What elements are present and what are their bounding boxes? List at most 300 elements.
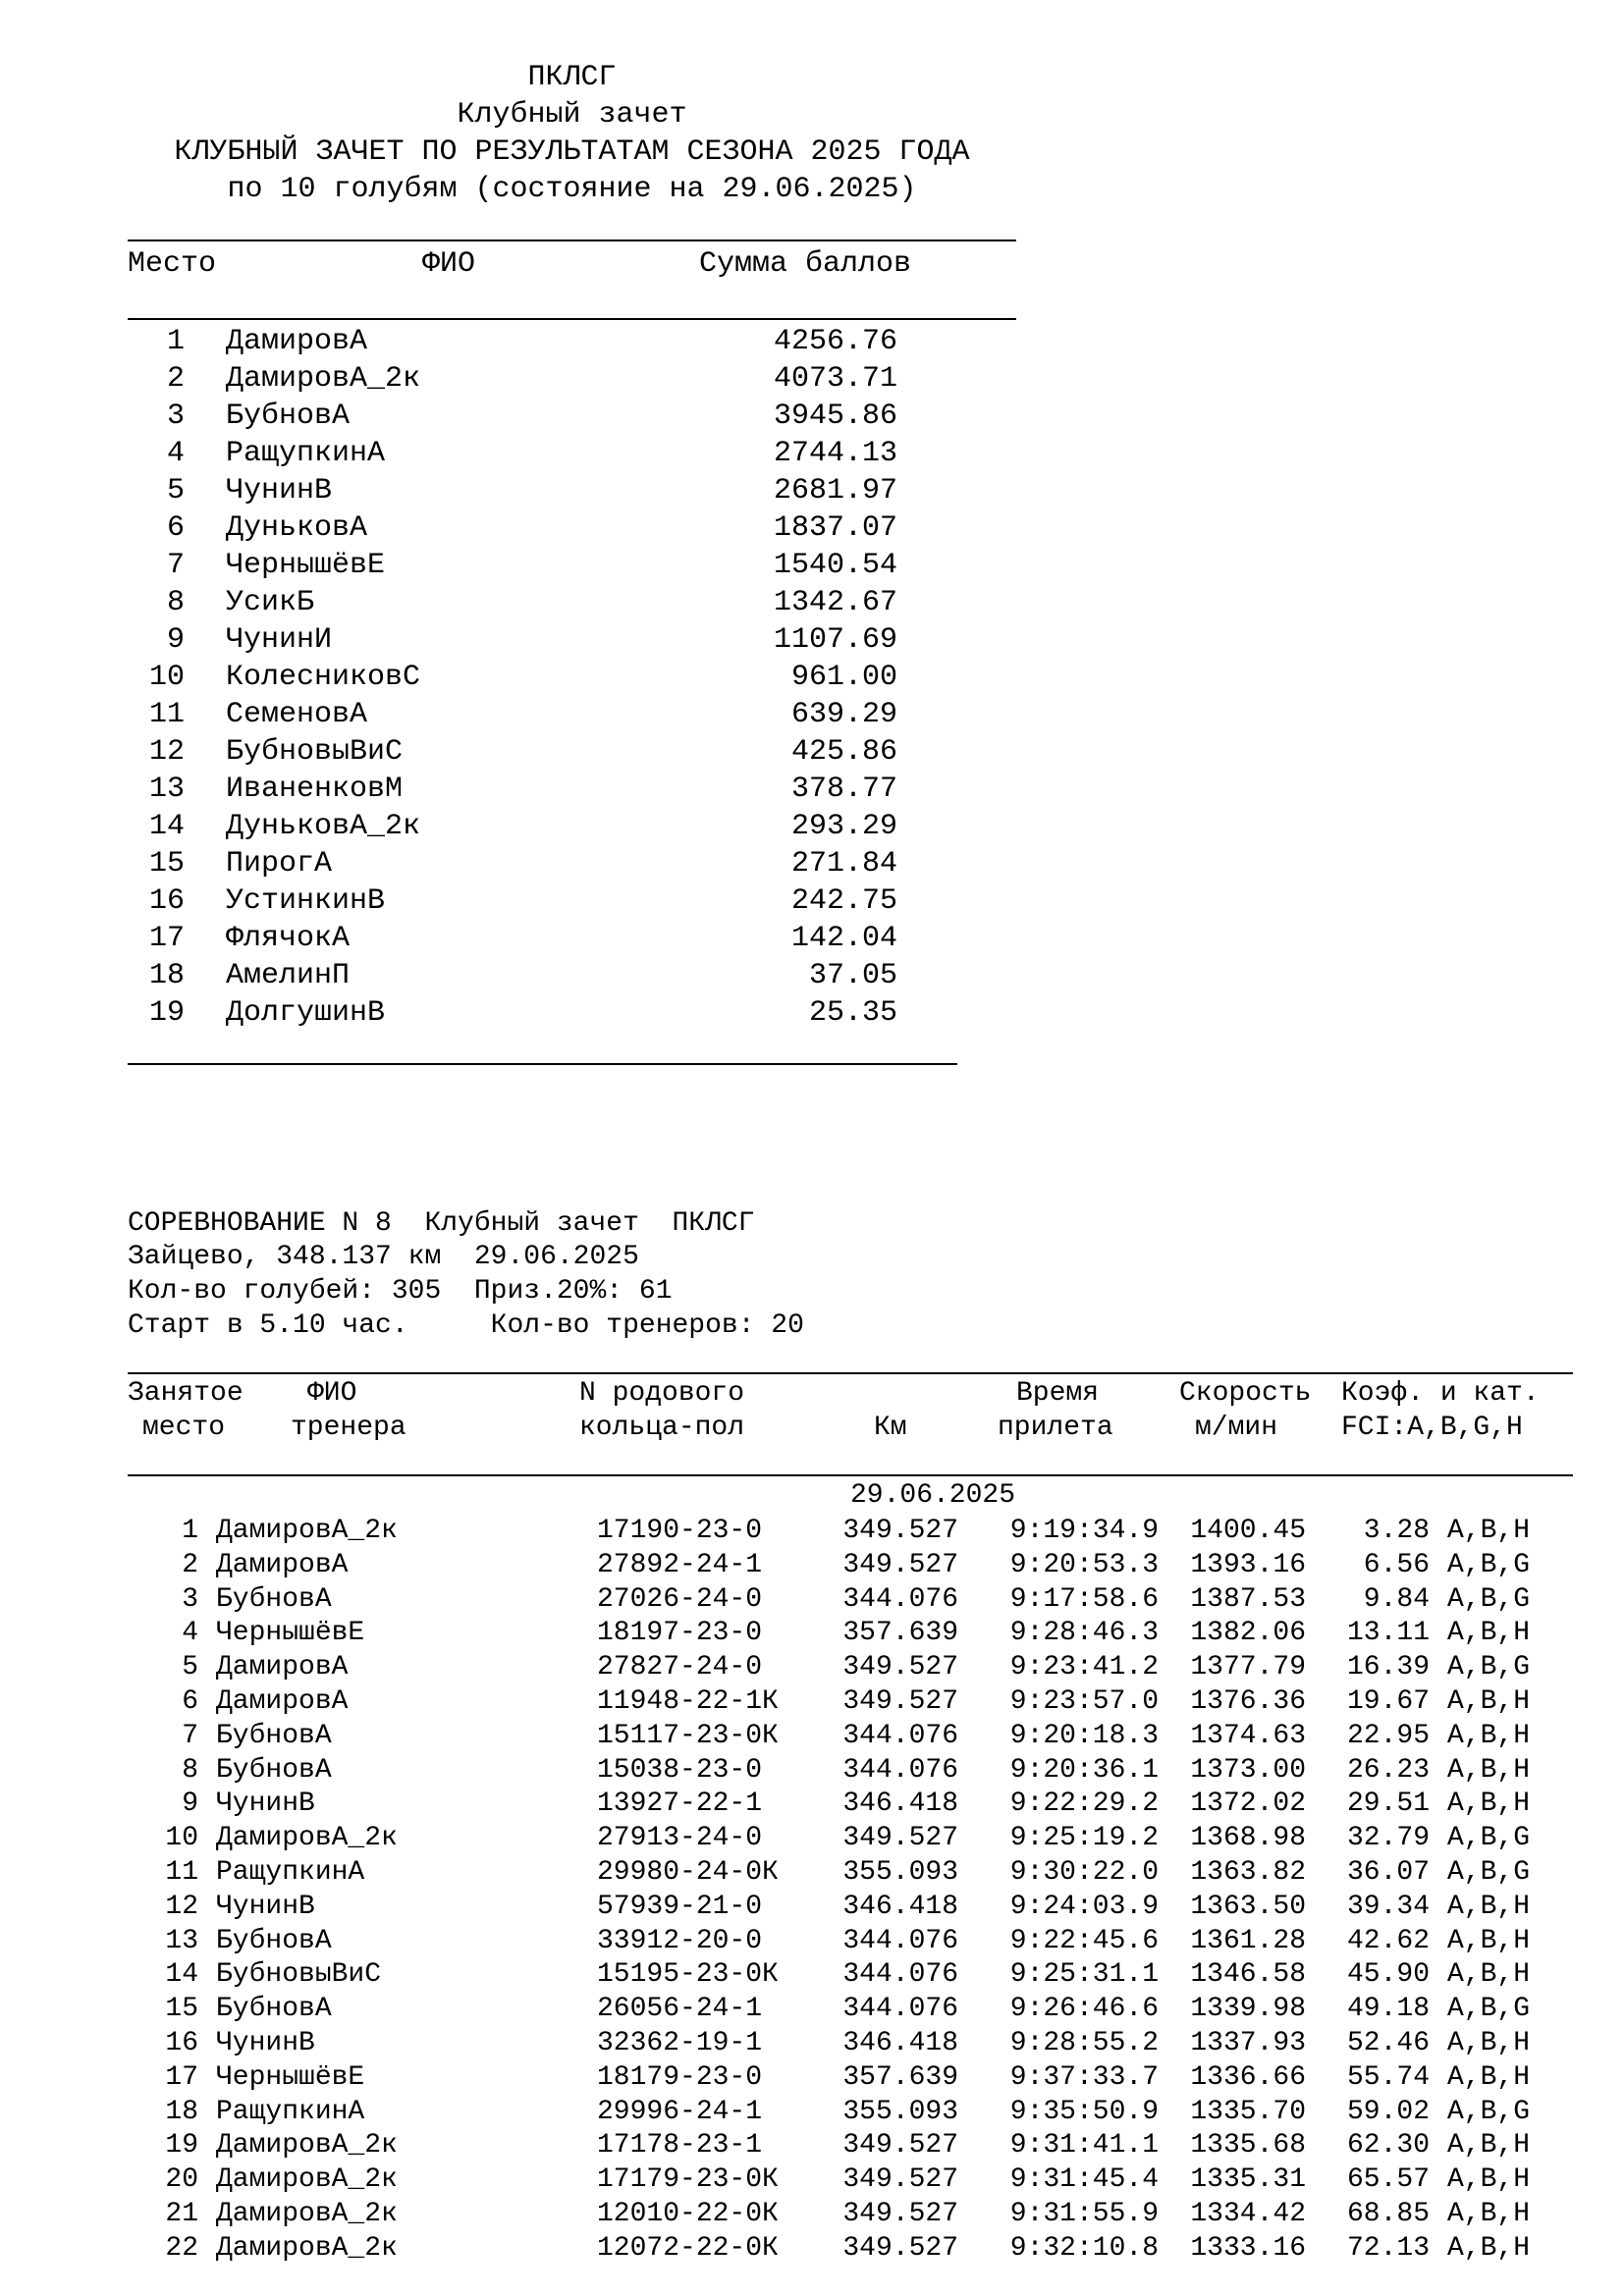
result-km: 346.418: [842, 1892, 958, 1922]
results-header-ring-1: N родового: [579, 1378, 745, 1409]
standings-place: 10: [148, 661, 185, 694]
result-coef: 39.34: [1346, 1892, 1430, 1922]
result-speed: 1372.02: [1190, 1789, 1306, 1819]
standings-header-name: ФИО: [422, 247, 476, 281]
result-speed: 1363.50: [1190, 1892, 1306, 1922]
result-time: 9:23:57.0: [1009, 1686, 1159, 1717]
standings-score: 1837.07: [773, 511, 897, 545]
result-coef: 16.39: [1346, 1652, 1430, 1682]
result-trainer: ДамировА: [216, 1686, 349, 1717]
result-place: 7: [182, 1721, 198, 1751]
results-row: [0, 1821, 1624, 1855]
result-place: 12: [165, 1892, 198, 1922]
result-speed: 1382.06: [1190, 1618, 1306, 1648]
result-coef: 62.30: [1346, 2130, 1430, 2161]
results-row: [0, 1855, 1624, 1890]
result-time: 9:20:18.3: [1009, 1721, 1159, 1751]
standings-score: 378.77: [790, 773, 897, 806]
standings-row: [0, 845, 1624, 880]
results-row: [0, 1992, 1624, 2026]
result-ring: 15038-23-0: [597, 1755, 763, 1786]
result-place: 16: [165, 2028, 198, 2058]
result-category: A,B,G: [1447, 1857, 1531, 1888]
result-time: 9:19:34.9: [1009, 1516, 1159, 1546]
standings-place: 12: [148, 735, 185, 769]
standings-row: [0, 659, 1624, 693]
results-header-coef-1: Коэф. и кат.: [1341, 1378, 1540, 1409]
results-header-trainer-1: ФИО: [307, 1378, 357, 1409]
standings-place: 11: [148, 698, 185, 731]
result-time: 9:31:41.1: [1009, 2130, 1159, 2161]
result-place: 3: [182, 1584, 198, 1615]
result-trainer: ЧунинВ: [216, 1892, 315, 1922]
result-ring: 29980-24-0К: [597, 1857, 779, 1888]
result-category: A,B,H: [1447, 1755, 1531, 1786]
result-category: A,B,H: [1447, 1789, 1531, 1819]
result-place: 11: [165, 1857, 198, 1888]
standings-place: 15: [148, 847, 185, 881]
result-coef: 3.28: [1363, 1516, 1430, 1546]
result-time: 9:20:36.1: [1009, 1755, 1159, 1786]
result-ring: 32362-19-1: [597, 2028, 763, 2058]
result-coef: 49.18: [1346, 1994, 1430, 2024]
doc-title: КЛУБНЫЙ ЗАЧЕТ ПО РЕЗУЛЬТАТАМ СЕЗОНА 2025 ГОДА: [174, 135, 970, 169]
results-row: [0, 2128, 1624, 2163]
result-trainer: БубновА: [216, 1584, 332, 1615]
standings-name: ИваненковМ: [226, 773, 404, 806]
result-coef: 52.46: [1346, 2028, 1430, 2058]
standings-score: 142.04: [790, 922, 897, 955]
result-km: 349.527: [842, 1652, 958, 1682]
result-km: 355.093: [842, 1857, 958, 1888]
standings-row: [0, 584, 1624, 618]
standings-score: 3945.86: [773, 400, 897, 433]
results-rule-mid: [128, 1474, 1573, 1476]
result-km: 355.093: [842, 2097, 958, 2127]
result-place: 15: [165, 1994, 198, 2024]
result-km: 357.639: [842, 2062, 958, 2093]
result-category: A,B,H: [1447, 2233, 1531, 2264]
results-row: [0, 2163, 1624, 2197]
standings-score: 425.86: [790, 735, 897, 769]
result-coef: 19.67: [1346, 1686, 1430, 1717]
result-coef: 45.90: [1346, 1959, 1430, 1990]
result-time: 9:22:29.2: [1009, 1789, 1159, 1819]
result-trainer: БубновА: [216, 1994, 332, 2024]
standings-score: 1107.69: [773, 623, 897, 657]
standings-row: [0, 696, 1624, 730]
result-km: 344.076: [842, 1755, 958, 1786]
results-row: [0, 2095, 1624, 2129]
doc-subtitle: Клубный зачет: [457, 98, 687, 132]
result-km: 344.076: [842, 1994, 958, 2024]
result-trainer: ЧунинВ: [216, 2028, 315, 2058]
result-place: 21: [165, 2199, 198, 2229]
result-ring: 29996-24-1: [597, 2097, 763, 2127]
result-speed: 1374.63: [1190, 1721, 1306, 1751]
result-ring: 17190-23-0: [597, 1516, 763, 1546]
result-trainer: БубновА: [216, 1721, 332, 1751]
result-km: 349.527: [842, 2130, 958, 2161]
result-category: A,B,H: [1447, 1721, 1531, 1751]
standings-name: ДуньковА_2к: [226, 810, 421, 843]
results-header-speed-1: Скорость: [1179, 1378, 1312, 1409]
result-place: 13: [165, 1926, 198, 1956]
standings-name: УсикБ: [226, 586, 315, 619]
results-header-trainer-2: тренера: [291, 1413, 406, 1443]
result-trainer: ДамировА_2к: [216, 2199, 398, 2229]
standings-row: [0, 808, 1624, 842]
results-header-time-2: прилета: [998, 1413, 1113, 1443]
standings-score: 639.29: [790, 698, 897, 731]
result-speed: 1400.45: [1190, 1516, 1306, 1546]
result-coef: 9.84: [1363, 1584, 1430, 1615]
standings-name: БубновыВиС: [226, 735, 404, 769]
standings-place: 7: [166, 549, 185, 582]
result-time: 9:30:22.0: [1009, 1857, 1159, 1888]
standings-name: ЧунинВ: [226, 474, 333, 507]
result-trainer: ДамировА: [216, 1652, 349, 1682]
standings-place: 9: [166, 623, 185, 657]
standings-name: ЧунинИ: [226, 623, 333, 657]
standings-place: 18: [148, 959, 185, 992]
standings-name: ЧернышёвЕ: [226, 549, 386, 582]
standings-score: 4256.76: [773, 325, 897, 358]
result-km: 357.639: [842, 1618, 958, 1648]
result-time: 9:23:41.2: [1009, 1652, 1159, 1682]
result-km: 349.527: [842, 1550, 958, 1580]
standings-name: РащупкинА: [226, 437, 386, 470]
standings-name: ДамировА_2к: [226, 362, 421, 396]
result-trainer: ЧунинВ: [216, 1789, 315, 1819]
results-row: [0, 2026, 1624, 2060]
results-row: [0, 1924, 1624, 1958]
result-coef: 59.02: [1346, 2097, 1430, 2127]
standings-name: КолесниковС: [226, 661, 421, 694]
standings-name: УстинкинВ: [226, 884, 386, 918]
result-coef: 72.13: [1346, 2233, 1430, 2264]
standings-place: 6: [166, 511, 185, 545]
result-coef: 55.74: [1346, 2062, 1430, 2093]
result-trainer: РащупкинА: [216, 2097, 365, 2127]
result-speed: 1368.98: [1190, 1823, 1306, 1853]
result-km: 344.076: [842, 1584, 958, 1615]
result-coef: 26.23: [1346, 1755, 1430, 1786]
competition-location: Зайцево, 348.137 км 29.06.2025: [128, 1242, 639, 1272]
result-km: 349.527: [842, 2164, 958, 2195]
standings-place: 14: [148, 810, 185, 843]
result-coef: 13.11: [1346, 1618, 1430, 1648]
standings-score: 1342.67: [773, 586, 897, 619]
standings-name: ФлячокА: [226, 922, 351, 955]
result-ring: 27892-24-1: [597, 1550, 763, 1580]
standings-score: 25.35: [808, 996, 897, 1030]
result-coef: 32.79: [1346, 1823, 1430, 1853]
standings-rule-mid: [128, 318, 1016, 320]
results-row: [0, 1890, 1624, 1924]
results-row: [0, 1753, 1624, 1788]
result-place: 10: [165, 1823, 198, 1853]
standings-row: [0, 398, 1624, 432]
standings-header-score: Сумма баллов: [699, 247, 912, 281]
competition-start: Старт в 5.10 час. Кол-во тренеров: 20: [128, 1310, 804, 1341]
standings-place: 1: [166, 325, 185, 358]
result-time: 9:22:45.6: [1009, 1926, 1159, 1956]
standings-rule-bottom: [128, 1063, 957, 1065]
results-row: [0, 2231, 1624, 2266]
result-km: 349.527: [842, 1686, 958, 1717]
result-time: 9:26:46.6: [1009, 1994, 1159, 2024]
result-km: 344.076: [842, 1721, 958, 1751]
result-ring: 17179-23-0К: [597, 2164, 779, 2195]
results-header-coef-2: FCI:A,B,G,H: [1341, 1413, 1523, 1443]
results-header-ring-2: кольца-пол: [579, 1413, 745, 1443]
standings-header-place: Место: [128, 247, 217, 281]
results-row: [0, 2060, 1624, 2095]
result-place: 6: [182, 1686, 198, 1717]
results-header-time-1: Время: [1016, 1378, 1100, 1409]
results-row: [0, 1719, 1624, 1753]
result-category: A,B,H: [1447, 2028, 1531, 2058]
result-place: 5: [182, 1652, 198, 1682]
result-ring: 26056-24-1: [597, 1994, 763, 2024]
result-ring: 15195-23-0К: [597, 1959, 779, 1990]
result-place: 19: [165, 2130, 198, 2161]
results-header-place-2: место: [142, 1413, 226, 1443]
standings-name: ДолгушинВ: [226, 996, 386, 1030]
result-category: A,B,H: [1447, 2130, 1531, 2161]
result-km: 346.418: [842, 2028, 958, 2058]
result-category: A,B,G: [1447, 1584, 1531, 1615]
result-ring: 18197-23-0: [597, 1618, 763, 1648]
results-rule-top: [128, 1372, 1573, 1374]
competition-birds-count: Кол-во голубей: 305 Приз.20%: 61: [128, 1276, 673, 1307]
result-time: 9:37:33.7: [1009, 2062, 1159, 2093]
results-row: [0, 1957, 1624, 1992]
results-row: [0, 1650, 1624, 1684]
result-trainer: ДамировА: [216, 1550, 349, 1580]
result-time: 9:28:46.3: [1009, 1618, 1159, 1648]
standings-score: 37.05: [808, 959, 897, 992]
standings-score: 4073.71: [773, 362, 897, 396]
results-row: [0, 1616, 1624, 1650]
result-time: 9:31:45.4: [1009, 2164, 1159, 2195]
result-speed: 1336.66: [1190, 2062, 1306, 2093]
result-category: A,B,G: [1447, 1823, 1531, 1853]
result-coef: 22.95: [1346, 1721, 1430, 1751]
result-place: 8: [182, 1755, 198, 1786]
result-trainer: ДамировА_2к: [216, 2164, 398, 2195]
results-header-place-1: Занятое: [128, 1378, 244, 1409]
standings-row: [0, 994, 1624, 1029]
result-km: 349.527: [842, 1823, 958, 1853]
standings-row: [0, 920, 1624, 954]
result-ring: 12072-22-0К: [597, 2233, 779, 2264]
result-ring: 15117-23-0К: [597, 1721, 779, 1751]
standings-name: АмелинП: [226, 959, 351, 992]
result-speed: 1363.82: [1190, 1857, 1306, 1888]
result-coef: 6.56: [1363, 1550, 1430, 1580]
result-trainer: ЧернышёвЕ: [216, 2062, 365, 2093]
standings-score: 271.84: [790, 847, 897, 881]
org-title: ПКЛСГ: [527, 61, 617, 94]
result-coef: 29.51: [1346, 1789, 1430, 1819]
result-speed: 1373.00: [1190, 1755, 1306, 1786]
standings-row: [0, 360, 1624, 395]
result-place: 9: [182, 1789, 198, 1819]
results-header-speed-2: м/мин: [1195, 1413, 1278, 1443]
standings-name: СеменовА: [226, 698, 368, 731]
standings-place: 17: [148, 922, 185, 955]
result-km: 344.076: [842, 1959, 958, 1990]
standings-row: [0, 547, 1624, 581]
result-trainer: ДамировА_2к: [216, 2130, 398, 2161]
result-coef: 65.57: [1346, 2164, 1430, 2195]
result-category: A,B,H: [1447, 1686, 1531, 1717]
standings-name: ПирогА: [226, 847, 333, 881]
result-ring: 18179-23-0: [597, 2062, 763, 2093]
result-speed: 1393.16: [1190, 1550, 1306, 1580]
results-row: [0, 2197, 1624, 2231]
standings-score: 242.75: [790, 884, 897, 918]
standings-rule-top: [128, 240, 1016, 241]
result-place: 17: [165, 2062, 198, 2093]
result-time: 9:32:10.8: [1009, 2233, 1159, 2264]
standings-place: 2: [166, 362, 185, 396]
result-ring: 27913-24-0: [597, 1823, 763, 1853]
result-place: 22: [165, 2233, 198, 2264]
result-place: 4: [182, 1618, 198, 1648]
standings-row: [0, 882, 1624, 917]
standings-name: ДамировА: [226, 325, 368, 358]
result-category: A,B,H: [1447, 1516, 1531, 1546]
result-trainer: БубновА: [216, 1926, 332, 1956]
result-km: 349.527: [842, 1516, 958, 1546]
results-header-km: Км: [874, 1413, 907, 1443]
result-km: 344.076: [842, 1926, 958, 1956]
result-speed: 1333.16: [1190, 2233, 1306, 2264]
result-place: 18: [165, 2097, 198, 2127]
result-coef: 36.07: [1346, 1857, 1430, 1888]
standings-row: [0, 323, 1624, 357]
result-ring: 27827-24-0: [597, 1652, 763, 1682]
standings-row: [0, 733, 1624, 768]
result-coef: 68.85: [1346, 2199, 1430, 2229]
result-category: A,B,H: [1447, 2199, 1531, 2229]
results-row: [0, 1548, 1624, 1582]
result-speed: 1377.79: [1190, 1652, 1306, 1682]
standings-row: [0, 509, 1624, 544]
result-place: 1: [182, 1516, 198, 1546]
standings-score: 2681.97: [773, 474, 897, 507]
results-row: [0, 1514, 1624, 1548]
standings-place: 3: [166, 400, 185, 433]
result-speed: 1387.53: [1190, 1584, 1306, 1615]
result-category: A,B,H: [1447, 1892, 1531, 1922]
result-ring: 57939-21-0: [597, 1892, 763, 1922]
result-ring: 33912-20-0: [597, 1926, 763, 1956]
standings-place: 16: [148, 884, 185, 918]
standings-row: [0, 435, 1624, 469]
standings-place: 8: [166, 586, 185, 619]
result-speed: 1339.98: [1190, 1994, 1306, 2024]
standings-place: 4: [166, 437, 185, 470]
result-speed: 1335.70: [1190, 2097, 1306, 2127]
result-category: A,B,G: [1447, 1652, 1531, 1682]
result-trainer: ЧернышёвЕ: [216, 1618, 365, 1648]
result-time: 9:20:53.3: [1009, 1550, 1159, 1580]
result-time: 9:24:03.9: [1009, 1892, 1159, 1922]
result-category: A,B,G: [1447, 1550, 1531, 1580]
result-speed: 1334.42: [1190, 2199, 1306, 2229]
results-row: [0, 1787, 1624, 1821]
doc-subtitle-2: по 10 голубям (состояние на 29.06.2025): [227, 173, 917, 206]
standings-row: [0, 472, 1624, 507]
result-time: 9:17:58.6: [1009, 1584, 1159, 1615]
competition-title: СОРЕВНОВАНИЕ N 8 Клубный зачет ПКЛСГ: [128, 1208, 755, 1239]
result-coef: 42.62: [1346, 1926, 1430, 1956]
standings-name: ДуньковА: [226, 511, 368, 545]
result-category: A,B,H: [1447, 2062, 1531, 2093]
result-ring: 27026-24-0: [597, 1584, 763, 1615]
standings-score: 293.29: [790, 810, 897, 843]
result-place: 2: [182, 1550, 198, 1580]
result-speed: 1335.31: [1190, 2164, 1306, 2195]
result-time: 9:31:55.9: [1009, 2199, 1159, 2229]
result-ring: 13927-22-1: [597, 1789, 763, 1819]
result-category: A,B,G: [1447, 2097, 1531, 2127]
standings-place: 13: [148, 773, 185, 806]
result-speed: 1335.68: [1190, 2130, 1306, 2161]
standings-score: 961.00: [790, 661, 897, 694]
results-date-divider: 29.06.2025: [849, 1480, 1016, 1511]
result-speed: 1346.58: [1190, 1959, 1306, 1990]
result-speed: 1376.36: [1190, 1686, 1306, 1717]
standings-row: [0, 621, 1624, 656]
result-trainer: ДамировА_2к: [216, 1823, 398, 1853]
result-category: A,B,H: [1447, 1618, 1531, 1648]
standings-row: [0, 771, 1624, 805]
result-km: 349.527: [842, 2233, 958, 2264]
result-ring: 17178-23-1: [597, 2130, 763, 2161]
standings-name: БубновА: [226, 400, 351, 433]
result-speed: 1337.93: [1190, 2028, 1306, 2058]
result-category: A,B,H: [1447, 1959, 1531, 1990]
result-trainer: БубновыВиС: [216, 1959, 382, 1990]
standings-place: 19: [148, 996, 185, 1030]
standings-score: 2744.13: [773, 437, 897, 470]
result-time: 9:28:55.2: [1009, 2028, 1159, 2058]
result-speed: 1361.28: [1190, 1926, 1306, 1956]
result-km: 346.418: [842, 1789, 958, 1819]
result-trainer: ДамировА_2к: [216, 2233, 398, 2264]
results-row: [0, 1684, 1624, 1719]
result-km: 349.527: [842, 2199, 958, 2229]
result-ring: 12010-22-0К: [597, 2199, 779, 2229]
result-category: A,B,H: [1447, 1926, 1531, 1956]
result-time: 9:35:50.9: [1009, 2097, 1159, 2127]
standings-score: 1540.54: [773, 549, 897, 582]
results-row: [0, 1582, 1624, 1617]
result-place: 14: [165, 1959, 198, 1990]
result-category: A,B,H: [1447, 2164, 1531, 2195]
result-trainer: ДамировА_2к: [216, 1516, 398, 1546]
result-time: 9:25:31.1: [1009, 1959, 1159, 1990]
result-place: 20: [165, 2164, 198, 2195]
result-ring: 11948-22-1К: [597, 1686, 779, 1717]
standings-row: [0, 957, 1624, 991]
result-trainer: РащупкинА: [216, 1857, 365, 1888]
